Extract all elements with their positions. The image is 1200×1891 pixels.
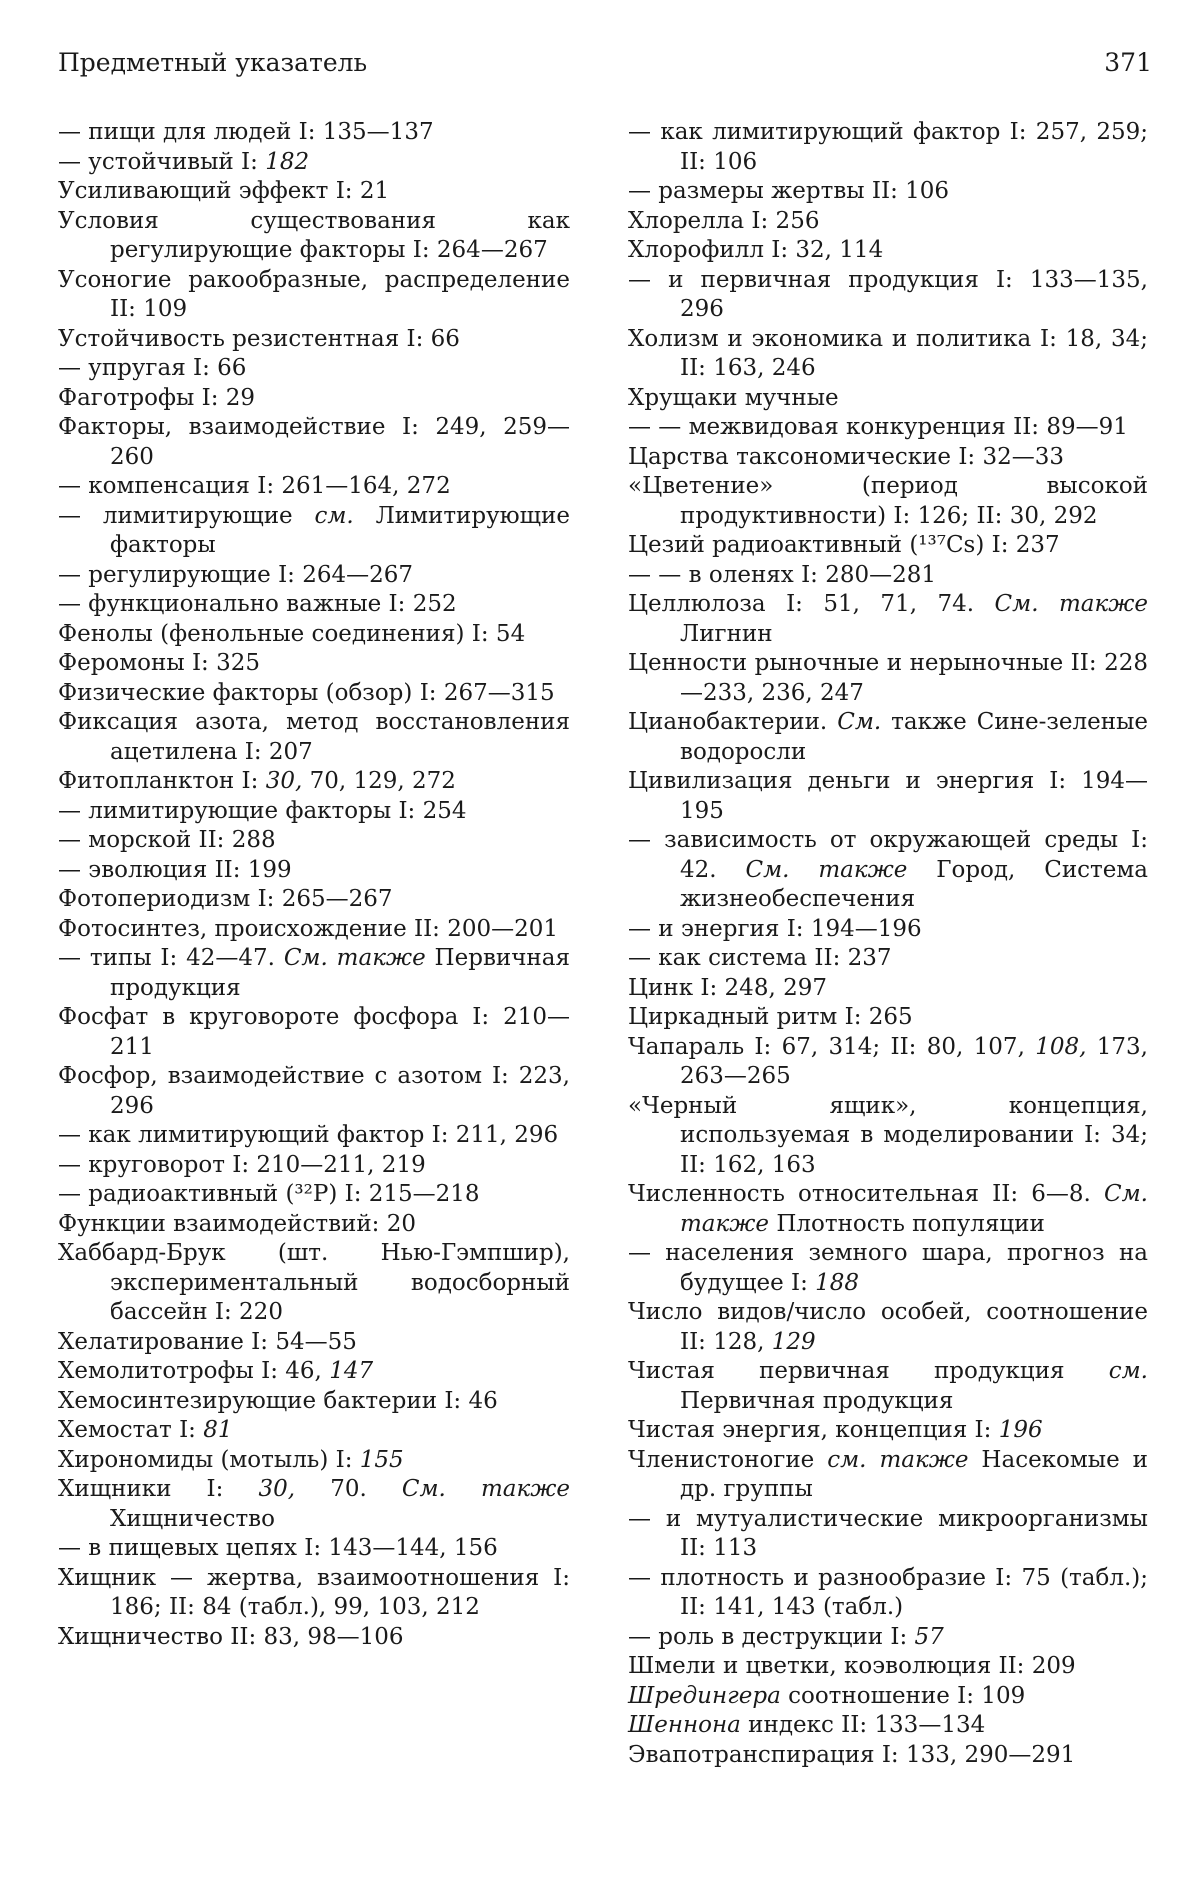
index-entry-text: Чапараль I: 67, 314; II: 80, 107, bbox=[628, 1034, 1035, 1060]
index-entry-text: Условия существования как регулирующие факторы I: 264—267 bbox=[58, 208, 570, 264]
index-entry-emphasis: См. bbox=[837, 709, 881, 735]
index-entry-emphasis: 30, bbox=[266, 768, 303, 794]
index-entry-text: Число видов/число особей, соотношение II: 128, bbox=[628, 1299, 1148, 1355]
index-entry bbox=[628, 1239, 1148, 1298]
index-entry-text: Лигнин bbox=[680, 621, 773, 647]
index-entry bbox=[628, 826, 1148, 915]
index-entry-text: Цианобактерии. bbox=[628, 709, 837, 735]
index-entry-text: Хемосинтезирующие бактерии I: 46 bbox=[58, 1388, 498, 1414]
index-entry bbox=[58, 177, 570, 207]
index-entry bbox=[58, 1239, 570, 1328]
index-entry bbox=[58, 767, 570, 797]
index-entry bbox=[628, 1033, 1148, 1092]
index-entry bbox=[58, 384, 570, 414]
index-entry bbox=[628, 974, 1148, 1004]
index-entry-text: Хищничество II: 83, 98—106 bbox=[58, 1624, 404, 1650]
index-entry bbox=[628, 1003, 1148, 1033]
index-entry-text: Чистая энергия, концепция I: bbox=[628, 1417, 999, 1443]
index-column-right bbox=[628, 118, 1148, 1770]
index-entry bbox=[628, 531, 1148, 561]
index-entry-text: Циркадный ритм I: 265 bbox=[628, 1004, 913, 1030]
page-header bbox=[58, 48, 1152, 77]
index-entry bbox=[58, 561, 570, 591]
index-entry bbox=[58, 1534, 570, 1564]
index-column-left bbox=[58, 118, 570, 1652]
index-entry-text: — морской II: 288 bbox=[58, 827, 276, 853]
index-entry bbox=[628, 207, 1148, 237]
index-entry-emphasis: 147 bbox=[329, 1358, 373, 1384]
index-entry-text: — размеры жертвы II: 106 bbox=[628, 178, 949, 204]
index-entry bbox=[628, 118, 1148, 177]
index-entry-text: Физические факторы (обзор) I: 267—315 bbox=[58, 680, 555, 706]
index-entry-emphasis: 196 bbox=[999, 1417, 1043, 1443]
index-entry bbox=[58, 944, 570, 1003]
index-entry-text: Хищничество bbox=[110, 1506, 275, 1532]
index-entry-text: Царства таксономические I: 32—33 bbox=[628, 444, 1064, 470]
index-entry-text: 173, 263—265 bbox=[680, 1034, 1148, 1090]
index-entry-text: — и энергия I: 194—196 bbox=[628, 916, 922, 942]
index-entry-text: Функции взаимодействий: 20 bbox=[58, 1211, 416, 1237]
index-entry bbox=[628, 236, 1148, 266]
index-entry-text: — — межвидовая конкуренция II: 89—91 bbox=[628, 414, 1128, 440]
index-entry-text: Фотопериодизм I: 265—267 bbox=[58, 886, 393, 912]
index-entry-text: Хаббард-Брук (шт. Нью-Гэмпшир), экспериментальный водосборный бассейн I: 220 bbox=[58, 1240, 570, 1325]
index-entry bbox=[628, 1505, 1148, 1564]
index-entry-text: — как лимитирующий фактор I: 211, 296 bbox=[58, 1122, 558, 1148]
index-entry-emphasis: см. также bbox=[827, 1447, 968, 1473]
index-entry bbox=[58, 885, 570, 915]
index-entry bbox=[58, 1180, 570, 1210]
index-entry-text: Факторы, взаимодействие I: 249, 259—260 bbox=[58, 414, 570, 470]
page-number: 371 bbox=[1104, 48, 1152, 77]
index-entry-emphasis: Шредингера bbox=[628, 1683, 781, 1709]
index-entry bbox=[58, 1623, 570, 1653]
index-entry bbox=[58, 915, 570, 945]
index-entry bbox=[628, 325, 1148, 384]
index-entry-text: Целлюлоза I: 51, 71, 74. bbox=[628, 591, 995, 617]
index-entry-emphasis: См. также bbox=[680, 1181, 1148, 1237]
index-entry bbox=[628, 561, 1148, 591]
index-entry-emphasis: 155 bbox=[360, 1447, 404, 1473]
index-entry-text: 70. bbox=[295, 1476, 402, 1502]
index-entry bbox=[58, 649, 570, 679]
index-entry-text: Первичная продукция bbox=[680, 1388, 953, 1414]
index-entry-text: Хлорофилл I: 32, 114 bbox=[628, 237, 883, 263]
index-entry bbox=[58, 1357, 570, 1387]
index-entry-text: Хирономиды (мотыль) I: bbox=[58, 1447, 360, 1473]
index-entry-text: Фосфор, взаимодействие с азотом I: 223, 296 bbox=[58, 1063, 570, 1119]
index-entry bbox=[628, 1416, 1148, 1446]
index-entry-emphasis: 108, bbox=[1035, 1034, 1086, 1060]
index-entry bbox=[628, 1741, 1148, 1771]
index-entry-text: — устойчивый I: bbox=[58, 149, 265, 175]
index-entry-text: — типы I: 42—47. bbox=[58, 945, 284, 971]
index-entry bbox=[58, 472, 570, 502]
index-entry bbox=[628, 1446, 1148, 1505]
index-entry-text: Цезий радиоактивный (¹³⁷Cs) I: 237 bbox=[628, 532, 1060, 558]
index-entry bbox=[58, 266, 570, 325]
index-entry bbox=[58, 148, 570, 178]
index-entry-text: — зависимость от окружающей среды I: 42. bbox=[628, 827, 1148, 883]
index-entry bbox=[58, 1003, 570, 1062]
index-entry-text: соотношение I: 109 bbox=[781, 1683, 1025, 1709]
index-entry bbox=[58, 1446, 570, 1476]
index-entry-text: Феромоны I: 325 bbox=[58, 650, 260, 676]
index-entry bbox=[628, 1711, 1148, 1741]
index-entry-emphasis: 129 bbox=[772, 1329, 816, 1355]
index-entry-text: — населения земного шара, прогноз на будущее I: bbox=[628, 1240, 1148, 1296]
index-entry-text: — роль в деструкции I: bbox=[628, 1624, 915, 1650]
index-entry-text: Хищники I: bbox=[58, 1476, 259, 1502]
index-entry bbox=[58, 708, 570, 767]
index-entry bbox=[58, 1387, 570, 1417]
index-entry-text: Насекомые и др. группы bbox=[680, 1447, 1148, 1503]
index-entry-text: Фотосинтез, происхождение II: 200—201 bbox=[58, 916, 558, 942]
index-entry bbox=[628, 915, 1148, 945]
index-entry-text: Хелатирование I: 54—55 bbox=[58, 1329, 357, 1355]
index-entry-text: Город, Система жизнеобеспечения bbox=[680, 857, 1148, 913]
index-entry bbox=[628, 1180, 1148, 1239]
index-entry-text: Фенолы (фенольные соединения) I: 54 bbox=[58, 621, 525, 647]
index-entry-text: — радиоактивный (³²P) I: 215—218 bbox=[58, 1181, 480, 1207]
index-entry-text: Хемолитотрофы I: 46, bbox=[58, 1358, 329, 1384]
index-entry-text: — в пищевых цепях I: 143—144, 156 bbox=[58, 1535, 498, 1561]
index-entry bbox=[58, 1328, 570, 1358]
index-entry bbox=[628, 590, 1148, 649]
index-entry-text: также Сине-зеленые водоросли bbox=[680, 709, 1148, 765]
index-entry-text: — как система II: 237 bbox=[628, 945, 892, 971]
index-entry-text: Ценности рыночные и нерыночные II: 228—233, 236, 247 bbox=[628, 650, 1148, 706]
index-entry bbox=[58, 1210, 570, 1240]
index-entry bbox=[58, 1416, 570, 1446]
index-entry-text: Фосфат в круговороте фосфора I: 210—211 bbox=[58, 1004, 570, 1060]
index-entry bbox=[58, 797, 570, 827]
index-entry bbox=[58, 679, 570, 709]
index-entry bbox=[58, 354, 570, 384]
index-entry bbox=[628, 1564, 1148, 1623]
index-entry bbox=[628, 384, 1148, 414]
index-entry bbox=[58, 1564, 570, 1623]
index-entry-text: Фаготрофы I: 29 bbox=[58, 385, 255, 411]
index-entry-text: Фитопланктон I: bbox=[58, 768, 266, 794]
index-entry bbox=[58, 590, 570, 620]
index-entry-emphasis: см. bbox=[1109, 1358, 1148, 1384]
index-entry-text: — как лимитирующий фактор I: 257, 259; II: 106 bbox=[628, 119, 1148, 175]
index-entry-text: Фиксация азота, метод восстановления ацетилена I: 207 bbox=[58, 709, 570, 765]
index-entry bbox=[58, 413, 570, 472]
index-entry-text: — упругая I: 66 bbox=[58, 355, 246, 381]
index-entry-emphasis: Шеннона bbox=[628, 1712, 741, 1738]
index-entry bbox=[628, 266, 1148, 325]
index-entry-text: Усиливающий эффект I: 21 bbox=[58, 178, 389, 204]
index-entry bbox=[58, 620, 570, 650]
index-entry bbox=[628, 443, 1148, 473]
index-entry bbox=[58, 1062, 570, 1121]
index-entry-text: Усоногие ракообразные, распределение II: 109 bbox=[58, 267, 570, 323]
index-entry-text: Хемостат I: bbox=[58, 1417, 203, 1443]
index-entry-text: Чистая первичная продукция bbox=[628, 1358, 1109, 1384]
index-entry-text: 70, 129, 272 bbox=[302, 768, 456, 794]
index-entry-emphasis: См. также bbox=[402, 1476, 570, 1502]
index-entry-emphasis: См. также bbox=[284, 945, 426, 971]
index-entry-text: индекс II: 133—134 bbox=[741, 1712, 985, 1738]
index-entry bbox=[58, 1151, 570, 1181]
index-entry bbox=[628, 1092, 1148, 1181]
index-entry-text: Хлорелла I: 256 bbox=[628, 208, 819, 234]
index-entry-text: — и первичная продукция I: 133—135, 296 bbox=[628, 267, 1148, 323]
index-entry-text: — круговорот I: 210—211, 219 bbox=[58, 1152, 426, 1178]
index-entry bbox=[628, 1298, 1148, 1357]
index-entry-text: Лимитирующие факторы bbox=[110, 503, 570, 559]
index-entry bbox=[628, 1357, 1148, 1416]
index-entry-text: Численность относительная II: 6—8. bbox=[628, 1181, 1104, 1207]
index-entry-text: — и мутуалистические микроорганизмы II: 113 bbox=[628, 1506, 1148, 1562]
index-entry bbox=[628, 472, 1148, 531]
index-entry bbox=[628, 649, 1148, 708]
index-entry bbox=[58, 1121, 570, 1151]
index-entry bbox=[628, 1682, 1148, 1712]
index-entry-text: «Цветение» (период высокой продуктивности) I: 126; II: 30, 292 bbox=[628, 473, 1148, 529]
index-entry-text: Цинк I: 248, 297 bbox=[628, 975, 827, 1001]
index-entry bbox=[58, 502, 570, 561]
index-entry bbox=[58, 1475, 570, 1534]
index-entry-emphasis: 57 bbox=[915, 1624, 944, 1650]
index-entry-text: — пищи для людей I: 135—137 bbox=[58, 119, 434, 145]
index-entry-text: Хрущаки мучные bbox=[628, 385, 839, 411]
index-entry-text: — регулирующие I: 264—267 bbox=[58, 562, 413, 588]
index-entry bbox=[58, 325, 570, 355]
index-entry-text: Эвапотранспирация I: 133, 290—291 bbox=[628, 1742, 1075, 1768]
index-entry-text: — функционально важные I: 252 bbox=[58, 591, 457, 617]
index-entry-emphasis: 188 bbox=[815, 1270, 859, 1296]
index-entry-emphasis: см. bbox=[314, 503, 353, 529]
index-entry-text: Цивилизация деньги и энергия I: 194—195 bbox=[628, 768, 1148, 824]
index-entry-text: «Черный ящик», концепция, используемая в моделировании I: 34; II: 162, 163 bbox=[628, 1093, 1148, 1178]
index-entry-text: — — в оленях I: 280—281 bbox=[628, 562, 936, 588]
index-entry-text: — эволюция II: 199 bbox=[58, 857, 292, 883]
index-entry-text: Устойчивость резистентная I: 66 bbox=[58, 326, 460, 352]
index-entry-text: — лимитирующие bbox=[58, 503, 314, 529]
index-entry-emphasis: 182 bbox=[265, 149, 309, 175]
index-entry bbox=[58, 826, 570, 856]
index-entry bbox=[628, 767, 1148, 826]
index-entry bbox=[628, 413, 1148, 443]
index-entry-text: Холизм и экономика и политика I: 18, 34; II: 163, 246 bbox=[628, 326, 1148, 382]
index-entry bbox=[628, 1652, 1148, 1682]
index-entry bbox=[58, 856, 570, 886]
index-entry bbox=[58, 207, 570, 266]
index-entry-text: Членистоногие bbox=[628, 1447, 827, 1473]
index-entry bbox=[628, 1623, 1148, 1653]
index-entry bbox=[628, 708, 1148, 767]
page-title: Предметный указатель bbox=[58, 48, 367, 77]
index-entry-text: — плотность и разнообразие I: 75 (табл.); II: 141, 143 (табл.) bbox=[628, 1565, 1148, 1621]
index-entry bbox=[628, 177, 1148, 207]
index-entry bbox=[628, 944, 1148, 974]
index-entry-emphasis: См. также bbox=[745, 857, 907, 883]
index-entry-text: — лимитирующие факторы I: 254 bbox=[58, 798, 467, 824]
index-entry-emphasis: См. также bbox=[995, 591, 1148, 617]
index-entry-text: Плотность популяции bbox=[769, 1211, 1045, 1237]
index-entry-text: Шмели и цветки, коэволюция II: 209 bbox=[628, 1653, 1076, 1679]
index-entry-emphasis: 30, bbox=[259, 1476, 296, 1502]
index-entry bbox=[58, 118, 570, 148]
index-entry-text: Хищник — жертва, взаимоотношения I: 186; II: 84 (табл.), 99, 103, 212 bbox=[58, 1565, 570, 1621]
index-entry-text: Первичная продукция bbox=[110, 945, 570, 1001]
index-entry-text: — компенсация I: 261—164, 272 bbox=[58, 473, 451, 499]
index-entry-emphasis: 81 bbox=[203, 1417, 232, 1443]
